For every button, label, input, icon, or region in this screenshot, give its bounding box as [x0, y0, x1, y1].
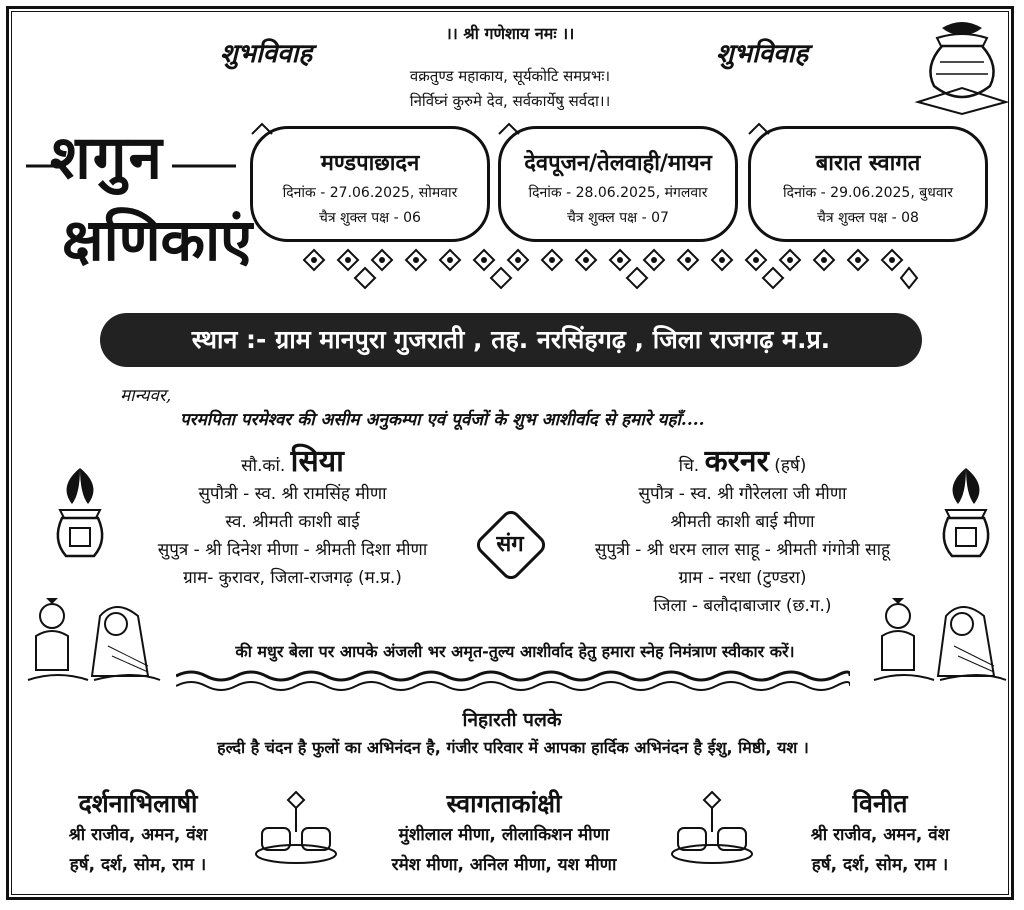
event-tithi: चैत्र शुक्ल पक्ष - 06 [319, 210, 421, 226]
wave-divider-ornament [176, 668, 850, 694]
kalash-icon [912, 18, 1012, 118]
shubh-vivah-left: शुभविवाह [220, 39, 313, 69]
event-tithi: चैत्र शुक्ल पक्ष - 08 [817, 210, 919, 226]
bride-name: सिया [290, 444, 344, 479]
event-card-mandap [250, 126, 490, 242]
event-tithi: चैत्र शुक्ल पक्ष - 07 [567, 210, 669, 226]
bride-prefix: सौ.कां. [241, 456, 286, 476]
couple-left-illustration [22, 596, 162, 692]
couple-right-illustration [868, 596, 1008, 692]
salutation: मान्यवर, [120, 386, 172, 406]
blessing-text: की मधुर बेला पर आपके अंजली भर अमृत-तुल्य आशीर्वाद हेतु हमारा स्नेह निमंत्राण स्वीकार करें। [235, 642, 795, 661]
shagun-title [22, 110, 253, 300]
footer-left-line-1: श्री राजीव, अमन, वंश [68, 825, 208, 845]
event-date: दिनांक - 28.06.2025, मंगलवार [528, 185, 708, 201]
bride-heading [120, 444, 465, 480]
shagun-line-1: शगुन [50, 123, 164, 193]
diamond-border-ornament [298, 244, 928, 300]
groom-heading [550, 444, 935, 480]
sang-logo [476, 510, 544, 578]
venue-banner: स्थान :- ग्राम मानपुरा गुजराती , तह. नरसिंहगढ़ , जिला राजगढ़ म.प्र. [100, 313, 922, 367]
footer-left-title: दर्शनाभिलाषी [78, 789, 198, 818]
groom-details [550, 444, 935, 620]
event-date: दिनांक - 29.06.2025, बुधवार [783, 185, 953, 201]
intro-text: परमपिता परमेश्वर की असीम अनुकम्पा एवं पूर्वजों के शुभ आशीर्वाद से हमारे यहाँ.... [180, 410, 705, 430]
event-card-devpujan [498, 126, 738, 242]
shloka [330, 64, 690, 114]
dhol-left-icon [250, 788, 342, 868]
sang-logo-text: संग [496, 531, 524, 557]
event-corner-ornaments [244, 118, 944, 138]
groom-line-3: सुपुत्री - श्री धरम लाल साहू - श्रीमती गंगोत्री साहू [594, 540, 891, 560]
footer-right-line-2: हर्ष, दर्श, सोम, राम । [811, 855, 949, 875]
bride-details [120, 444, 465, 592]
footer-left [28, 786, 248, 880]
footer-left-line-2: हर्ष, दर्श, सोम, राम । [69, 855, 207, 875]
groom-line-5: जिला - बलौदाबाजार (छ.ग.) [653, 596, 832, 616]
bride-line-1: सुपौत्री - स्व. श्री रामसिंह मीणा [198, 484, 387, 504]
event-title: देवपूजन/तेलवाही/मायन [524, 151, 712, 176]
shloka-line-2: निर्विघ्नं कुरुमे देव, सर्वकार्येषु सर्वदा।। [409, 92, 611, 110]
footer-right-title: विनीत [852, 789, 908, 818]
groom-line-2: श्रीमती काशी बाई मीणा [670, 512, 815, 532]
shagun-line-2: क्षणिकाएं [62, 206, 253, 274]
kalash-left-icon [48, 466, 112, 566]
groom-name: करनर [704, 444, 769, 479]
footer-right [770, 786, 990, 880]
event-card-barat [748, 126, 988, 242]
haldi-text: हल्दी है चंदन है फुलों का अभिनंदन है, गंजीर परिवार में आपका हार्दिक अभिनंदन है ईशु, मिष्ठी, यश । [217, 738, 809, 757]
groom-prefix: चि. [678, 456, 700, 476]
dhol-right-icon [666, 788, 758, 868]
groom-nickname: (हर्ष) [774, 456, 807, 476]
event-title: मण्डपाछादन [320, 151, 420, 176]
shloka-line-1: वक्रतुण्ड महाकाय, सूर्यकोटि समप्रभः। [409, 67, 611, 85]
shubh-vivah-right: शुभविवाह [716, 39, 809, 69]
groom-line-4: ग्राम - नरधा (टुण्डरा) [678, 568, 807, 588]
event-title: बारात स्वागत [815, 151, 921, 176]
footer-middle-line-1: मुंशीलाल मीणा, लीलाकिशन मीणा [398, 825, 610, 845]
footer-middle-title: स्वागताकांक्षी [446, 789, 562, 818]
bride-line-2: स्व. श्रीमती काशी बाई [225, 512, 360, 532]
footer-middle-line-2: रमेश मीणा, अनिल मीणा, यश मीणा [391, 855, 617, 875]
bride-line-4: ग्राम- कुरावर, जिला-राजगढ़ (म.प्र.) [183, 568, 402, 588]
footer-right-line-1: श्री राजीव, अमन, वंश [810, 825, 950, 845]
footer-middle [346, 786, 662, 880]
kalash-right-icon [934, 466, 998, 566]
event-date: दिनांक - 27.06.2025, सोमवार [282, 185, 458, 201]
ganesh-mantra: ।। श्री गणेशाय नमः ।। [445, 24, 575, 43]
nihar-heading: निहारती पलके [462, 709, 562, 731]
bride-line-3: सुपुत्र - श्री दिनेश मीणा - श्रीमती दिशा मीणा [157, 540, 428, 560]
groom-line-1: सुपौत्र - स्व. श्री गौरेलला जी मीणा [638, 484, 847, 504]
